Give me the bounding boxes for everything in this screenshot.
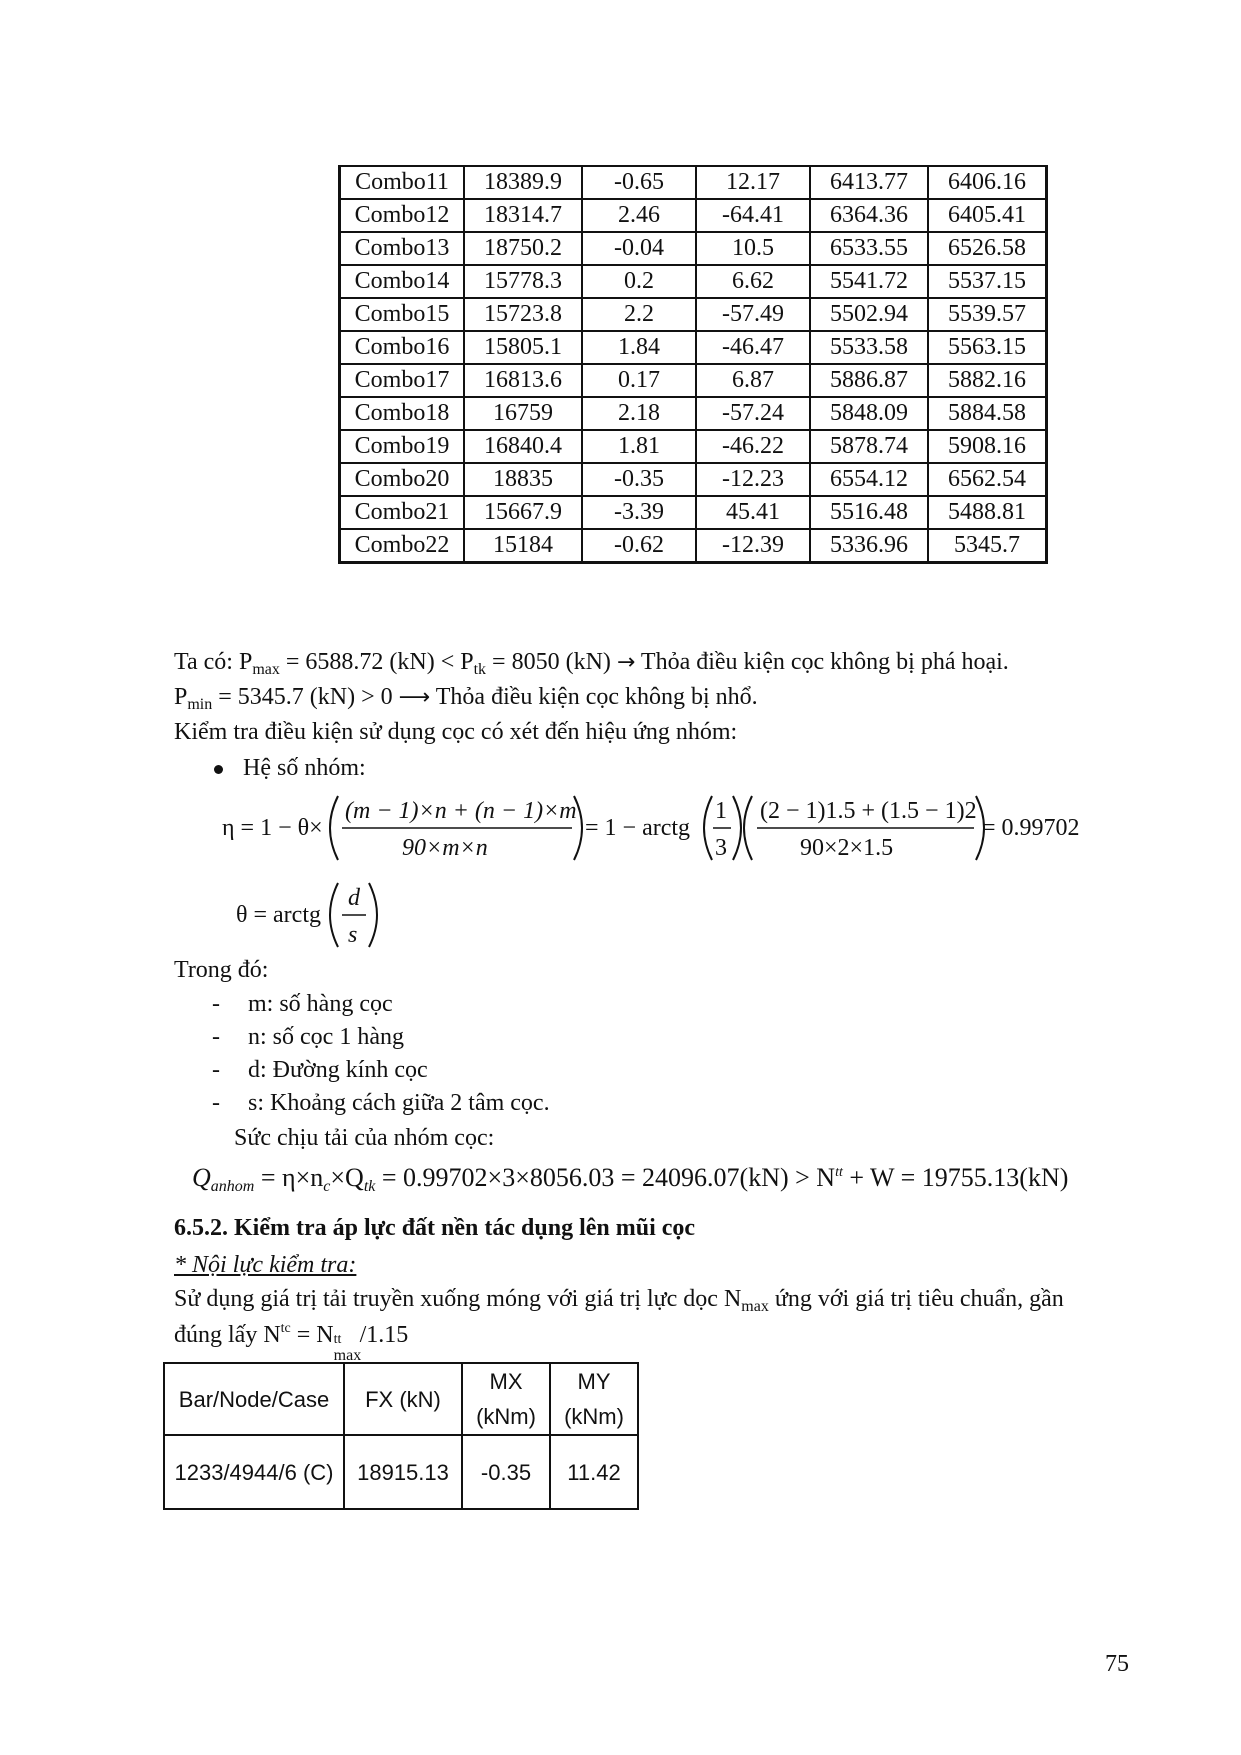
paren-left-2 (704, 796, 712, 860)
paren-left-theta (330, 883, 338, 947)
table-cell: 6405.41 (928, 199, 1047, 232)
paren-right-2 (733, 796, 741, 860)
theta-formula-svg (236, 875, 436, 955)
table-cell: 15778.3 (464, 265, 582, 298)
table-row (340, 463, 1047, 496)
table-cell: 1.81 (582, 430, 696, 463)
table-cell: 5882.16 (928, 364, 1047, 397)
table-cell: 5908.16 (928, 430, 1047, 463)
paren-right-theta (369, 883, 377, 947)
table-row (340, 496, 1047, 529)
table-cell: 5516.48 (810, 496, 928, 529)
table-cell: 5336.96 (810, 529, 928, 563)
table-cell: -46.47 (696, 331, 810, 364)
paragraph-line-1: Sử dụng giá trị tải truyền xuống móng với giá trị lực dọc $N_{max}$ ứng với giá trị tiêu chuẩn, gần (174, 1286, 1064, 1315)
combo-results-table (338, 165, 1048, 564)
eta-den3: 90×2×1.5 (800, 835, 894, 861)
definition-item: - s: Khoảng cách giữa 2 tâm cọc. (212, 1090, 550, 1116)
table-cell: 2.18 (582, 397, 696, 430)
table-cell: -0.35 (582, 463, 696, 496)
paren-left-1 (330, 796, 338, 860)
table-cell: -64.41 (696, 199, 810, 232)
table-cell: Combo15 (340, 298, 465, 331)
table-cell: 18750.2 (464, 232, 582, 265)
table-cell: 0.2 (582, 265, 696, 298)
table-cell: -57.49 (696, 298, 810, 331)
table-row (340, 397, 1047, 430)
theta-den: s (348, 922, 358, 948)
table-cell: 45.41 (696, 496, 810, 529)
table-row (340, 364, 1047, 397)
header-cell: MX (kNm) (462, 1363, 550, 1435)
table-cell: 10.5 (696, 232, 810, 265)
eta-formula (222, 788, 1102, 873)
table-cell: 5537.15 (928, 265, 1047, 298)
eta-num3: (2 − 1)1.5 + (1.5 − 1)2 (760, 798, 977, 824)
table-row (340, 199, 1047, 232)
bullet-icon (214, 765, 223, 774)
eta-num2: 1 (715, 798, 727, 824)
table-row (340, 265, 1047, 298)
table-cell: 6562.54 (928, 463, 1047, 496)
where-label: Trong đó: (174, 957, 269, 983)
table-row (340, 529, 1047, 563)
paragraph-line-2: đúng lấy $N^{tc} = N$ tt max /1.15 (174, 1321, 409, 1364)
pmax-check-line: Ta có: $P_{max} = 6588.72$ $(kN) < P_{tk} = 8050$ (kN) → Thỏa điều kiện cọc không bị phá hoại. (174, 649, 1009, 678)
header-cell: MY (kNm) (550, 1363, 638, 1435)
table-cell: -12.39 (696, 529, 810, 563)
table-cell: -12.23 (696, 463, 810, 496)
table-cell: 18389.9 (464, 166, 582, 199)
table-cell: Combo21 (340, 496, 465, 529)
table-cell: 5488.81 (928, 496, 1047, 529)
bullet-item: Hệ số nhóm: (214, 755, 366, 782)
internal-force-table (163, 1362, 639, 1510)
table-cell: -57.24 (696, 397, 810, 430)
right-arrow-icon: → (616, 650, 636, 675)
table-row (340, 232, 1047, 265)
table-cell: 16840.4 (464, 430, 582, 463)
table-row (340, 166, 1047, 199)
table-cell: Combo13 (340, 232, 465, 265)
definition-item: - d: Đường kính cọc (212, 1057, 428, 1083)
table-cell: 6364.36 (810, 199, 928, 232)
definition-item: - m: số hàng cọc (212, 991, 393, 1017)
table-cell: -0.65 (582, 166, 696, 199)
table-cell: 6533.55 (810, 232, 928, 265)
eta-den2: 3 (715, 835, 727, 861)
table-cell: Combo17 (340, 364, 465, 397)
table-cell: 18915.13 (344, 1435, 462, 1509)
table-cell: 6.62 (696, 265, 810, 298)
paren-left-3 (744, 796, 752, 860)
table-cell: 6413.77 (810, 166, 928, 199)
table-cell: 15184 (464, 529, 582, 563)
table-cell: Combo22 (340, 529, 465, 563)
eta-lhs: η = 1 − θ× (222, 815, 323, 841)
eta-eq: = 1 − arctg (585, 815, 691, 841)
table-cell: -0.62 (582, 529, 696, 563)
header-cell: Bar/Node/Case (164, 1363, 344, 1435)
table-cell: 0.17 (582, 364, 696, 397)
table-cell: -46.22 (696, 430, 810, 463)
table-cell: Combo14 (340, 265, 465, 298)
table-cell: Combo16 (340, 331, 465, 364)
table-cell: 5533.58 (810, 331, 928, 364)
table-cell: 6406.16 (928, 166, 1047, 199)
table-cell: Combo19 (340, 430, 465, 463)
table-cell: 15805.1 (464, 331, 582, 364)
table-cell: 5541.72 (810, 265, 928, 298)
group-capacity-label: Sức chịu tải của nhóm cọc: (234, 1125, 495, 1151)
eta-result: = 0.99702 (982, 815, 1080, 841)
theta-num: d (348, 885, 360, 911)
table-row (164, 1435, 638, 1509)
table-cell: 16759 (464, 397, 582, 430)
table-cell: Combo20 (340, 463, 465, 496)
table-cell: 2.46 (582, 199, 696, 232)
table-cell: 2.2 (582, 298, 696, 331)
table-cell: -0.35 (462, 1435, 550, 1509)
table-cell: 6526.58 (928, 232, 1047, 265)
table-cell: 6554.12 (810, 463, 928, 496)
table-cell: 11.42 (550, 1435, 638, 1509)
pmin-check-line: $P_{min} = 5345.7$ (kN) > 0 ⟶ Thỏa điều kiện cọc không bị nhổ. (174, 684, 758, 713)
table-cell: 15667.9 (464, 496, 582, 529)
table-cell: 5563.15 (928, 331, 1047, 364)
table-row (340, 331, 1047, 364)
table-cell: 16813.6 (464, 364, 582, 397)
definition-item: - n: số cọc 1 hàng (212, 1024, 404, 1050)
table-cell: 5848.09 (810, 397, 928, 430)
table-cell: 5345.7 (928, 529, 1047, 563)
table-cell: -0.04 (582, 232, 696, 265)
group-capacity-formula: Qanhom = $\eta\times nc\times Qtk = 0.99702\times 3\times 8056.03 = 24096.07(kN) > N^{tt} + W = 19755.13(kN)$ (192, 1163, 1069, 1195)
group-check-title: Kiểm tra điều kiện sử dụng cọc có xét đến hiệu ứng nhóm: (174, 719, 738, 745)
table-cell: 5886.87 (810, 364, 928, 397)
subheading: * Nội lực kiểm tra: (174, 1252, 357, 1278)
section-heading: 6.5.2. Kiểm tra áp lực đất nền tác dụng lên mũi cọc (174, 1215, 696, 1241)
table-cell: 5502.94 (810, 298, 928, 331)
table-cell: Combo12 (340, 199, 465, 232)
table-cell: 18314.7 (464, 199, 582, 232)
table-cell: 5878.74 (810, 430, 928, 463)
eta-den1: 90×m×n (402, 835, 488, 861)
table-header-row (164, 1363, 638, 1435)
table-cell: 1.84 (582, 331, 696, 364)
table-cell: Combo11 (340, 166, 465, 199)
page-number: 75 (1105, 1651, 1129, 1677)
eta-num1: (m − 1)×n + (n − 1)×m (345, 798, 577, 824)
table-row (340, 430, 1047, 463)
header-cell: FX (kN) (344, 1363, 462, 1435)
table-cell: 5884.58 (928, 397, 1047, 430)
table-cell: 6.87 (696, 364, 810, 397)
table-cell: 12.17 (696, 166, 810, 199)
long-right-arrow-icon: ⟶ (398, 685, 431, 710)
table-cell: 15723.8 (464, 298, 582, 331)
table-cell: 18835 (464, 463, 582, 496)
table-cell: 5539.57 (928, 298, 1047, 331)
table-row (340, 298, 1047, 331)
eta-formula-svg (222, 788, 1102, 868)
table-cell: -3.39 (582, 496, 696, 529)
table-cell: Combo18 (340, 397, 465, 430)
table-cell: 1233/4944/6 (C) (164, 1435, 344, 1509)
theta-formula (236, 875, 436, 960)
theta-lhs: θ = arctg (236, 902, 321, 928)
